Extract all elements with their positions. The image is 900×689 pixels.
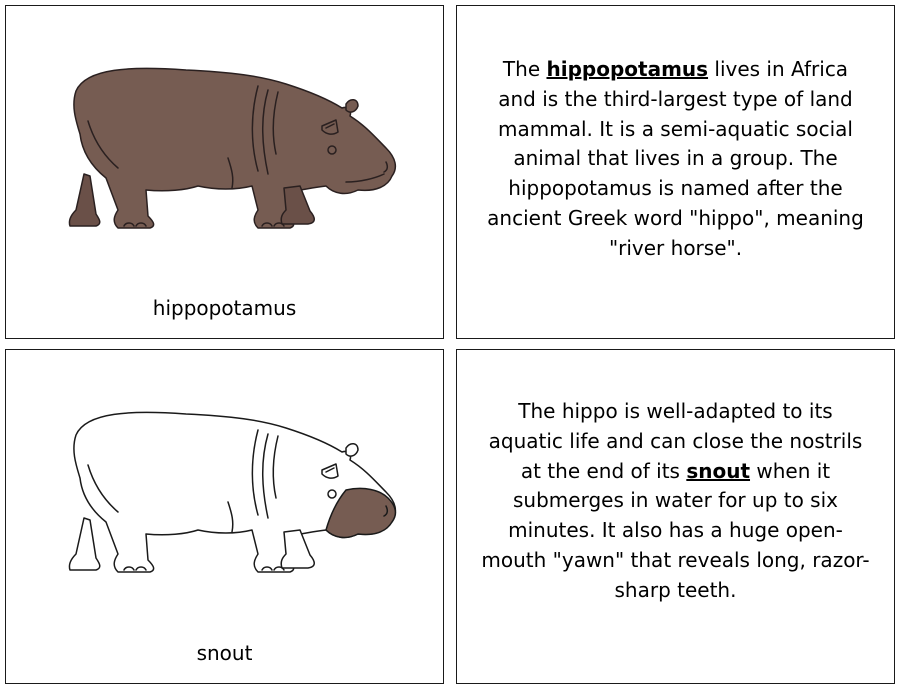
picture-card-hippopotamus — [5, 5, 444, 339]
key-term: snout — [686, 458, 751, 483]
description-text-after: when it submerges in water for up to six minutes. It also has a huge open-mouth "yawn" that reveals long, razor-sharp teeth. — [481, 458, 870, 602]
picture-caption: hippopotamus — [152, 296, 297, 320]
card-description — [481, 55, 870, 264]
description-text-before: The hippo is well-adapted to its aquatic life and can close the nostrils at the end of its — [488, 399, 863, 483]
card-description — [481, 397, 870, 606]
key-term: hippopotamus — [546, 57, 709, 81]
picture-caption: snout — [196, 641, 253, 665]
description-text-after: lives in Africa and is the third-largest type of land mammal. It is a semi-aquatic social animal that lives in a group. The hippopotamus is named after the ancient Greek word "hippo", meaning "river horse". — [487, 57, 864, 260]
hippopotamus-illustration — [46, 46, 416, 256]
picture-card-snout — [5, 349, 444, 684]
text-card-hippopotamus — [456, 5, 895, 339]
hippopotamus-snout-illustration — [46, 390, 416, 600]
text-card-snout — [456, 349, 895, 684]
description-text-before: The — [502, 57, 547, 81]
